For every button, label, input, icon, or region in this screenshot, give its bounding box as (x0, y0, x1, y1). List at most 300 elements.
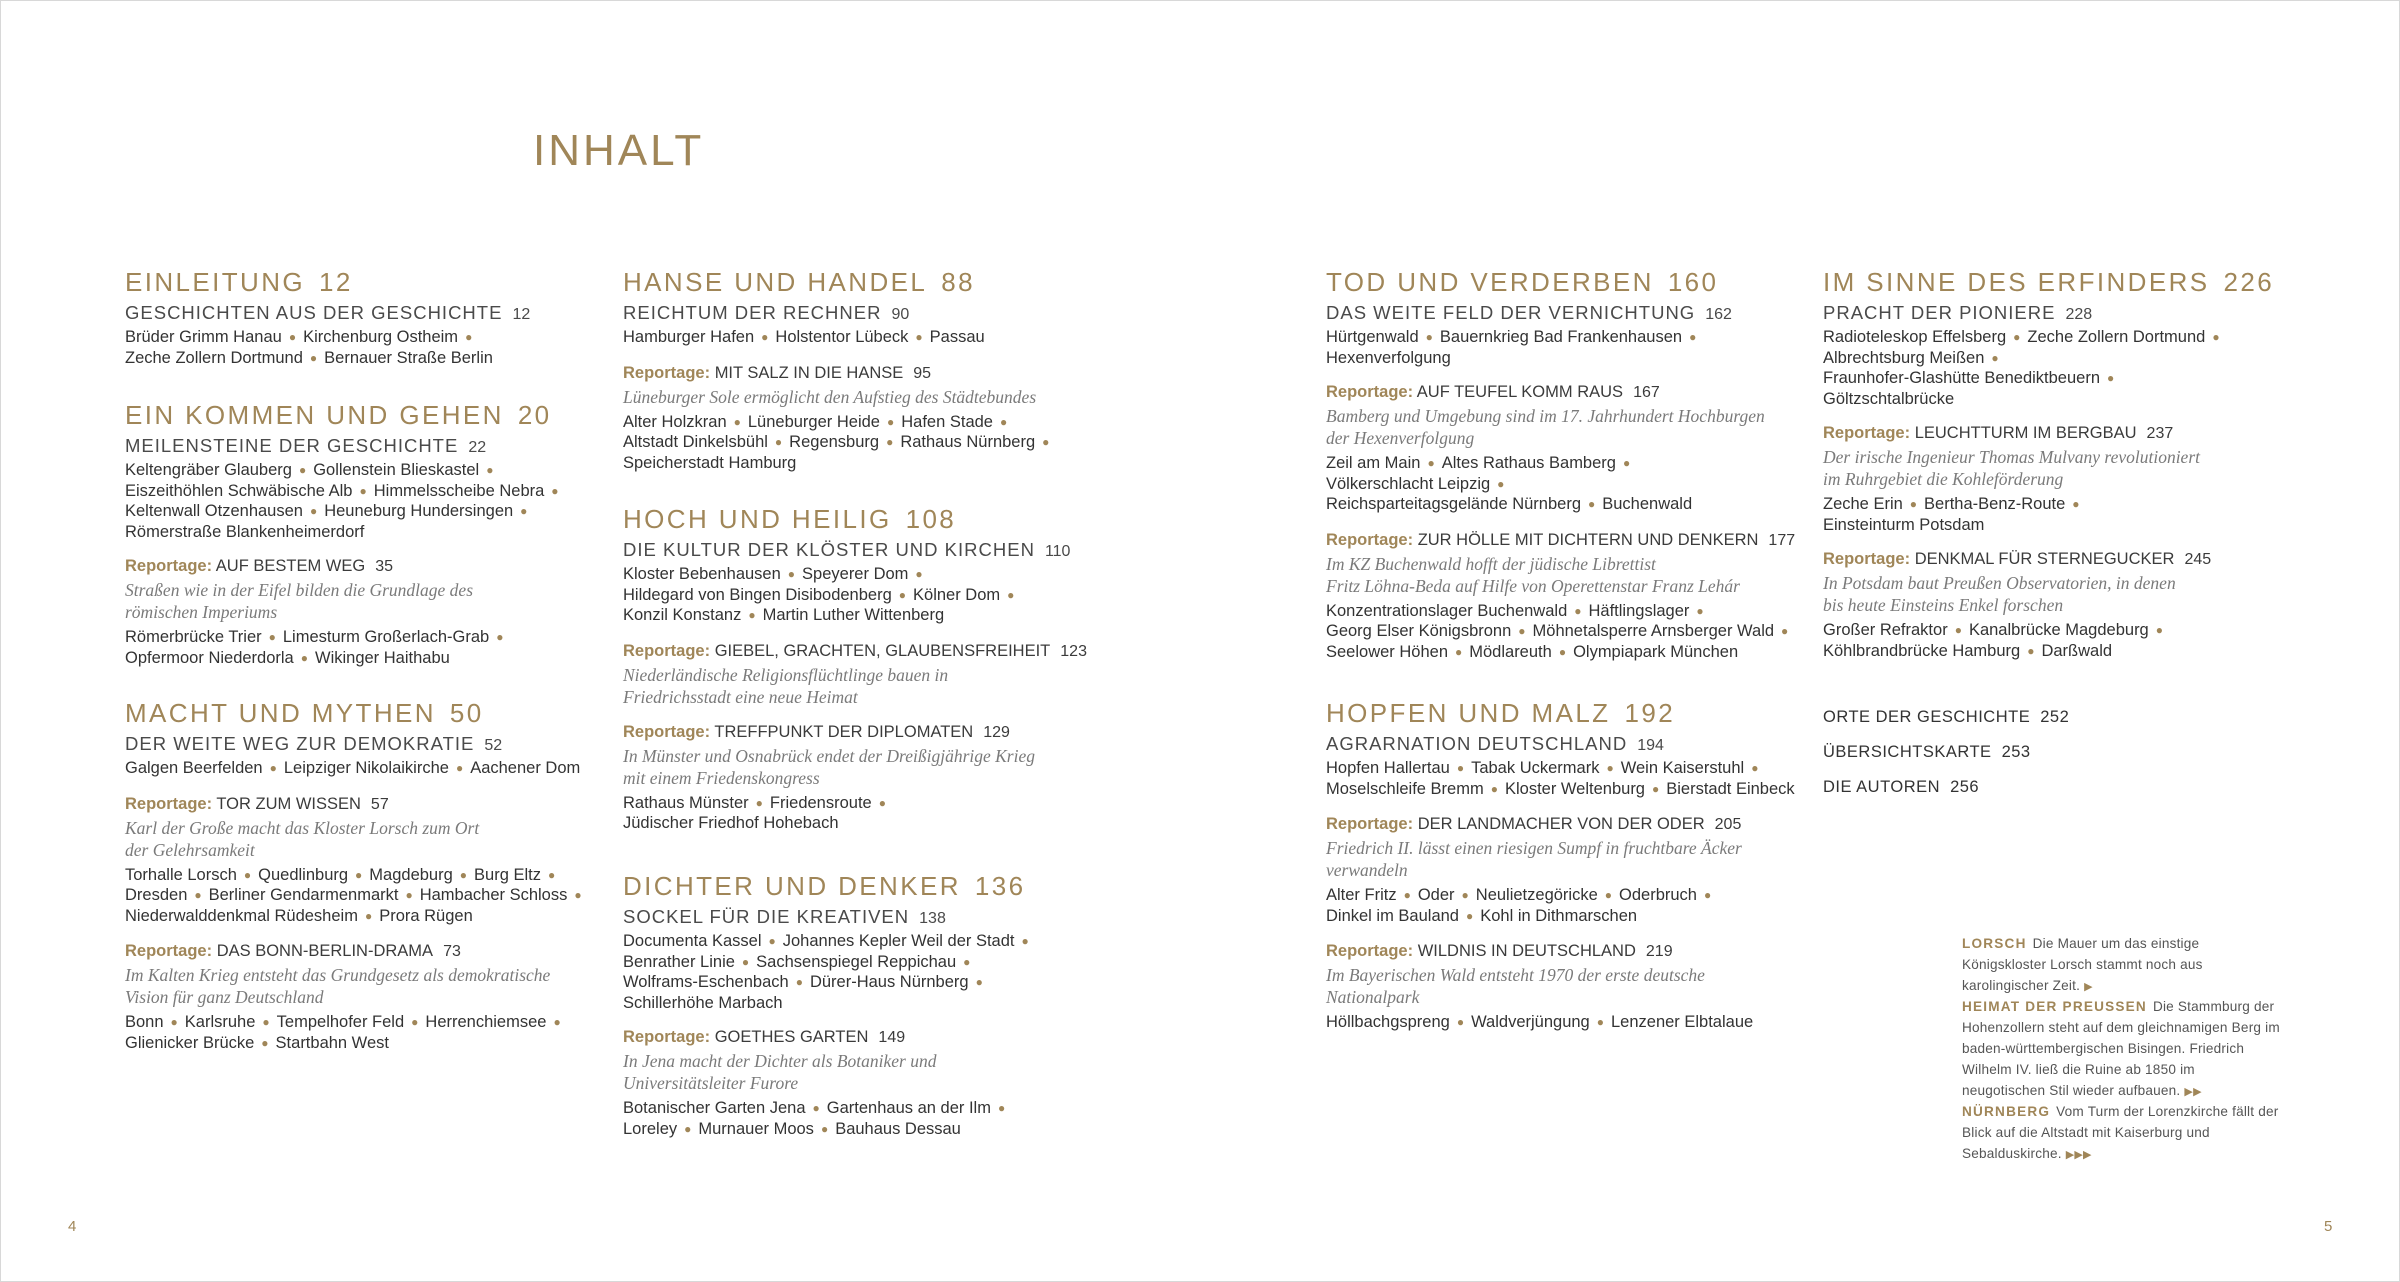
toc-appendix-entry (1823, 743, 2031, 762)
reportage-label: Reportage: (623, 722, 711, 741)
place-name: Startbahn West (275, 1033, 389, 1052)
place-name: Oder (1417, 886, 1455, 904)
reportage-heading (125, 554, 566, 579)
entry-page-number: 57 (370, 795, 389, 813)
bullet-separator: ● (886, 435, 894, 449)
section-page-number: 136 (974, 871, 1026, 901)
places-line (623, 994, 1036, 1014)
section-heading (125, 399, 566, 431)
place-name: Speyerer Dom (802, 565, 909, 583)
teaser-line: In Jena macht der Dichter als Botaniker und (623, 1051, 937, 1071)
reportage-teaser (623, 664, 1087, 708)
places-line (623, 454, 1056, 474)
section-title: HOCH UND HEILIG (623, 504, 892, 534)
places-line (125, 886, 589, 907)
reportage-heading (1326, 939, 1795, 964)
bullet-separator: ● (359, 483, 367, 498)
entry-title: AGRARNATION DEUTSCHLAND (1326, 733, 1628, 754)
entry-title: GOETHES GARTEN (714, 1028, 869, 1046)
caption-heading: NÜRNBERG (1962, 1104, 2051, 1120)
place-name: Zeche Zollern Dortmund (125, 348, 303, 367)
reportage-teaser (1326, 837, 1795, 881)
place-name: Darßwald (2041, 641, 2113, 660)
section-heading (623, 870, 1036, 902)
bullet-separator: ● (1465, 908, 1474, 923)
teaser-line: Nationalpark (1326, 987, 1420, 1007)
entry-title: REICHTUM DER RECHNER (623, 302, 882, 323)
bullet-separator: ● (1991, 350, 1999, 365)
bullet-separator: ● (1490, 781, 1498, 796)
places-line (1326, 643, 1795, 664)
toc-section (1823, 266, 2274, 662)
bullet-separator: ● (1574, 603, 1582, 618)
bullet-separator: ● (1558, 644, 1567, 659)
places-line (623, 814, 1087, 834)
bullet-separator: ● (1954, 623, 1962, 637)
reportage-label: Reportage: (623, 363, 711, 382)
bullet-separator: ● (309, 504, 318, 518)
chapter-entry (623, 904, 1036, 1013)
place-name: Quedlinburg (258, 865, 349, 884)
place-name: Keltenwall Otzenhausen (125, 502, 303, 520)
entry-title: WILDNIS IN DEUTSCHLAND (1417, 942, 1636, 960)
places-line (1326, 759, 1795, 780)
place-name: Regensburg (789, 433, 880, 451)
entry-title: TOR ZUM WISSEN (216, 794, 361, 813)
place-name: Oderbruch (1619, 886, 1697, 904)
chapter-entry (623, 300, 1056, 349)
bullet-separator: ● (1456, 761, 1465, 775)
reportage-entry (623, 720, 1087, 834)
teaser-line: Straßen wie in der Eifel bilden die Grundlage des (125, 580, 474, 600)
section-title: DICHTER UND DENKER (623, 871, 961, 901)
reportage-heading (125, 792, 589, 817)
chapter-heading (125, 731, 589, 759)
places-line (623, 973, 1036, 994)
bullet-separator: ● (2107, 371, 2115, 385)
teaser-line: der Gelehrsamkeit (125, 839, 255, 860)
place-name: Großer Refraktor (1823, 621, 1948, 639)
bullet-separator: ● (486, 463, 494, 477)
reportage-heading (623, 639, 1087, 664)
places-line (1823, 349, 2274, 370)
bullet-separator: ● (1606, 761, 1614, 775)
caption-item (1962, 1102, 2282, 1165)
place-name: Olympiapark München (1573, 642, 1739, 661)
places-line (623, 1099, 1036, 1120)
chapter-entry (623, 537, 1087, 627)
bullet-separator: ● (405, 888, 413, 902)
place-name: Gollenstein Blieskastel (313, 461, 480, 479)
places-line (1823, 516, 2274, 536)
entry-page-number: 237 (2146, 425, 2174, 442)
bullet-separator: ● (774, 435, 783, 449)
chapter-heading (1326, 300, 1795, 328)
entry-page-number: 253 (2001, 743, 2031, 761)
reportage-label: Reportage: (125, 557, 213, 575)
entry-title: DER LANDMACHER VON DER ODER (1417, 815, 1705, 833)
toc-section (125, 266, 530, 369)
section-heading (623, 266, 1056, 298)
places-line (623, 586, 1087, 607)
bullet-separator: ● (411, 1015, 419, 1029)
place-name: Radioteleskop Effelsberg (1823, 328, 2007, 346)
place-name: Kölner Dom (913, 585, 1001, 604)
section-page-number: 226 (2223, 267, 2275, 297)
place-name: Hopfen Hallertau (1326, 759, 1450, 777)
place-name: Höllbachgspreng (1326, 1013, 1450, 1031)
place-name: Einsteinturm Potsdam (1823, 515, 1985, 534)
place-name: Reichsparteitagsgelände Nürnberg (1326, 495, 1581, 513)
entry-page-number: 110 (1044, 543, 1071, 560)
reportage-entry (125, 792, 589, 928)
entry-title: ZUR HÖLLE MIT DICHTERN UND DENKERN (1417, 530, 1759, 549)
bullet-separator: ● (300, 650, 308, 665)
section-heading (1326, 266, 1795, 298)
place-name: Rathaus Nürnberg (900, 433, 1036, 451)
place-name: Documenta Kassel (623, 932, 762, 950)
reportage-heading (1823, 547, 2274, 572)
bullet-separator: ● (520, 504, 528, 518)
place-name: Konzentrationslager Buchenwald (1326, 601, 1568, 620)
places-line (1823, 390, 2274, 410)
entry-title: ÜBERSICHTSKARTE (1823, 743, 1992, 761)
teaser-line: Universitätsleiter Furore (623, 1073, 799, 1093)
reportage-entry (125, 939, 589, 1054)
place-name: Mödlareuth (1469, 642, 1552, 661)
place-name: Bonn (125, 1013, 164, 1031)
place-name: Galgen Beerfelden (125, 759, 263, 777)
place-name: Kirchenburg Ostheim (303, 328, 459, 346)
reportage-label: Reportage: (1326, 815, 1414, 833)
place-name: Rathaus Münster (623, 793, 749, 812)
reportage-label: Reportage: (1326, 383, 1414, 401)
bullet-separator: ● (787, 567, 796, 581)
place-name: Keltengräber Glauberg (125, 461, 292, 479)
entry-page-number: 22 (468, 439, 487, 456)
places-line (125, 907, 589, 928)
chapter-entry (1326, 300, 1795, 368)
place-name: Murnauer Moos (698, 1119, 814, 1138)
bullet-separator: ● (1652, 781, 1660, 796)
bullet-separator: ● (465, 330, 473, 344)
bullet-separator: ● (1403, 888, 1411, 902)
reportage-label: Reportage: (623, 1028, 711, 1046)
teaser-line: mit einem Friedenskongress (623, 767, 820, 788)
teaser-line: bis heute Einsteins Enkel forschen (1823, 595, 2064, 615)
toc-section (1326, 266, 1795, 663)
bullet-separator: ● (748, 608, 756, 622)
entry-title: AUF TEUFEL KOMM RAUS (1416, 383, 1624, 401)
chapter-entry (125, 731, 589, 780)
bullet-separator: ● (886, 414, 895, 429)
place-name: Zeil am Main (1326, 454, 1421, 472)
place-name: Johannes Kepler Weil der Stadt (782, 932, 1015, 950)
place-name: Gartenhaus an der Ilm (826, 1099, 991, 1117)
section-title: IM SINNE DES ERFINDERS (1823, 267, 2210, 297)
teaser-line: Im Kalten Krieg entsteht das Grundgesetz als demokratische (125, 965, 551, 985)
bullet-separator: ● (812, 1101, 820, 1115)
bullet-separator: ● (288, 330, 297, 344)
bullet-separator: ● (1588, 497, 1596, 511)
place-name: Bertha-Benz-Route (1924, 495, 2066, 513)
place-name: Hafen Stade (901, 412, 993, 431)
entry-title: DIE AUTOREN (1823, 778, 1941, 796)
bullet-separator: ● (2072, 497, 2080, 511)
place-name: Dinkel im Bauland (1326, 906, 1459, 925)
place-name: Römerstraße Blankenheimerdorf (125, 522, 365, 541)
entry-page-number: 256 (1950, 778, 1980, 796)
bullet-separator: ● (915, 567, 923, 581)
entry-title: DER WEITE WEG ZUR DEMOKRATIE (125, 733, 475, 754)
teaser-line: der Hexenverfolgung (1326, 428, 1475, 448)
reportage-entry (1326, 939, 1795, 1034)
section-heading (1823, 266, 2274, 298)
bullet-separator: ● (170, 1015, 178, 1029)
teaser-line: Im KZ Buchenwald hofft der jüdische Librettist (1326, 553, 1656, 574)
bullet-separator: ● (262, 1015, 270, 1029)
bullet-separator: ● (2155, 623, 2163, 637)
bullet-separator: ● (1007, 587, 1015, 602)
entry-page-number: 73 (443, 943, 461, 960)
bullet-separator: ● (1456, 1015, 1465, 1029)
places-line (1326, 886, 1795, 907)
places-line (1326, 495, 1795, 516)
bullet-separator: ● (268, 630, 276, 644)
bullet-separator: ● (999, 414, 1008, 429)
caption-heading: HEIMAT DER PREUSSEN (1962, 999, 2147, 1015)
bullet-separator: ● (1461, 888, 1469, 902)
bullet-separator: ● (1604, 888, 1613, 902)
place-name: Buchenwald (1602, 495, 1693, 513)
toc-section (623, 870, 1036, 1140)
reportage-entry (1823, 421, 2274, 535)
place-name: Dürer-Haus Nürnberg (809, 973, 969, 991)
page-number-right: 5 (2324, 1218, 2333, 1235)
place-name: Passau (929, 328, 985, 346)
bullet-separator: ● (733, 414, 741, 429)
places-line (125, 523, 566, 543)
reportage-heading (623, 361, 1056, 386)
teaser-line: Karl der Große macht das Kloster Lorsch zum Ort (125, 817, 480, 838)
reportage-teaser (623, 1050, 1036, 1094)
bullet-separator: ● (364, 908, 373, 923)
reportage-heading (125, 939, 589, 964)
place-name: Alter Fritz (1326, 886, 1397, 904)
bullet-separator: ● (878, 795, 886, 810)
chapter-heading (623, 904, 1036, 932)
section-title: HOPFEN UND MALZ (1326, 698, 1611, 728)
entry-page-number: 219 (1645, 943, 1673, 960)
place-name: Moselschleife Bremm (1326, 779, 1484, 798)
place-name: Kloster Weltenburg (1504, 779, 1645, 798)
place-name: Römerbrücke Trier (125, 628, 262, 646)
entry-page-number: 205 (1714, 816, 1742, 833)
places-line (1326, 475, 1795, 496)
reportage-teaser (1326, 964, 1795, 1008)
caption-text: Die Mauer um das einstige Königskloster Lorsch stammt noch aus karolingischer Zeit. (1962, 936, 2203, 993)
page-title: INHALT (533, 126, 705, 175)
entry-title: DAS WEITE FELD DER VERNICHTUNG (1326, 302, 1696, 323)
place-name: Hürtgenwald (1326, 328, 1419, 346)
bullet-separator: ● (496, 630, 504, 644)
entry-page-number: 162 (1705, 306, 1732, 323)
teaser-line: römischen Imperiums (125, 602, 278, 622)
reportage-entry (125, 554, 566, 669)
places-line (125, 502, 566, 523)
reportage-teaser (1823, 572, 2274, 616)
place-name: Fraunhofer-Glashütte Benediktbeuern (1823, 369, 2101, 387)
places-line (623, 953, 1036, 974)
teaser-line: Vision für ganz Deutschland (125, 987, 324, 1007)
bullet-separator: ● (2212, 330, 2220, 344)
teaser-line: Der irische Ingenieur Thomas Mulvany revolutioniert (1823, 447, 2200, 467)
place-name: Alter Holzkran (623, 412, 727, 431)
entry-title: DIE KULTUR DER KLÖSTER UND KIRCHEN (623, 539, 1035, 560)
place-name: Niederwalddenkmal Rüdesheim (125, 906, 358, 925)
place-name: Himmelsscheibe Nebra (373, 481, 545, 500)
entry-page-number: 194 (1637, 737, 1664, 754)
place-name: Botanischer Garten Jena (623, 1099, 806, 1117)
place-name: Limesturm Großerlach-Grab (282, 628, 490, 646)
places-line (1823, 621, 2274, 642)
place-name: Dresden (125, 886, 188, 904)
entry-page-number: 252 (2040, 708, 2070, 726)
place-name: Karlsruhe (184, 1013, 256, 1031)
places-line (1326, 622, 1795, 643)
entry-page-number: 177 (1768, 531, 1796, 549)
place-name: Hamburger Hafen (623, 328, 755, 346)
place-name: Bauhaus Dessau (835, 1119, 961, 1138)
place-name: Tempelhofer Feld (276, 1013, 405, 1031)
places-line (623, 606, 1087, 627)
place-name: Brüder Grimm Hanau (125, 328, 282, 346)
places-line (623, 1120, 1036, 1141)
place-name: Prora Rügen (379, 906, 473, 925)
section-title: TOD UND VERDERBEN (1326, 267, 1654, 297)
entry-page-number: 95 (913, 364, 932, 382)
bullet-separator: ● (553, 1015, 561, 1029)
place-name: Zeche Erin (1823, 495, 1903, 513)
entry-page-number: 129 (983, 723, 1010, 741)
caption-item (1962, 934, 2282, 997)
entry-page-number: 123 (1060, 642, 1087, 660)
chapter-heading (623, 300, 1056, 328)
reportage-teaser (623, 386, 1056, 408)
place-name: Völkerschlacht Leipzig (1326, 474, 1491, 493)
chapter-heading (623, 537, 1087, 565)
bullet-separator: ● (455, 761, 464, 775)
place-name: Speicherstadt Hamburg (623, 453, 797, 472)
reportage-heading (1823, 421, 2274, 446)
chapter-heading (125, 433, 566, 461)
teaser-line: Fritz Löhna-Beda auf Hilfe von Operettenstar Franz Lehár (1326, 575, 1740, 596)
teaser-line: Friedrichsstadt eine neue Heimat (623, 686, 858, 707)
places-line (1823, 328, 2274, 349)
place-name: Martin Luther Wittenberg (762, 606, 945, 624)
places-line (125, 649, 566, 670)
bullet-separator: ● (1751, 761, 1759, 775)
place-name: Opfermoor Niederdorla (125, 648, 294, 667)
bullet-separator: ● (547, 867, 556, 882)
bullet-separator: ● (1497, 476, 1505, 491)
places-line (1326, 602, 1795, 623)
caption-heading: LORSCH (1962, 936, 2027, 951)
bullet-separator: ● (269, 761, 277, 775)
places-line (623, 565, 1087, 586)
place-name: Friedensroute (769, 793, 872, 812)
caption-text: Die Stammburg der Hohenzollern steht auf dem gleichnamigen Berg im baden-württembergischen Bisingen. Friedrich Wilhelm IV. ließ die Ruine ab 1850 im neugotischen Stil wieder aufbauen. (1962, 999, 2280, 1098)
chapter-entry (125, 433, 566, 542)
places-line (125, 759, 589, 780)
reportage-label: Reportage: (1823, 550, 1911, 568)
place-name: Köhlbrandbrücke Hamburg (1823, 641, 2021, 660)
place-name: Loreley (623, 1119, 678, 1138)
bullet-separator: ● (194, 888, 202, 902)
bullet-separator: ● (574, 888, 582, 902)
entry-page-number: 228 (2065, 306, 2093, 323)
bullet-separator: ● (1689, 330, 1697, 344)
bullet-separator: ● (355, 867, 363, 882)
entry-page-number: 90 (891, 306, 910, 323)
bullet-separator: ● (1696, 603, 1704, 618)
entry-page-number: 12 (512, 306, 531, 323)
place-name: Herrenchiemsee (425, 1013, 547, 1031)
place-name: Benrather Linie (623, 952, 735, 971)
triangle-arrow-icon: ▶▶ (2184, 1085, 2202, 1098)
place-name: Holstentor Lübeck (775, 328, 909, 346)
chapter-heading (1823, 300, 2274, 328)
section-page-number: 192 (1624, 698, 1676, 728)
place-name: Sachsenspiegel Reppichau (756, 952, 957, 971)
reportage-teaser (125, 579, 566, 623)
entry-title: GIEBEL, GRACHTEN, GLAUBENSFREIHEIT (714, 641, 1051, 660)
bullet-separator: ● (1042, 435, 1050, 449)
place-name: Altstadt Dinkelsbühl (623, 433, 768, 451)
photo-caption (1962, 934, 2282, 1166)
section-title: EINLEITUNG (125, 267, 306, 297)
place-name: Waldverjüngung (1471, 1013, 1590, 1031)
places-line (125, 1013, 589, 1034)
section-heading (125, 266, 530, 298)
reportage-label: Reportage: (1326, 942, 1414, 960)
toc-section (623, 266, 1056, 473)
triangle-arrow-icon: ▶ (2084, 980, 2093, 993)
section-title: HANSE UND HANDEL (623, 267, 928, 297)
reportage-entry (1326, 380, 1795, 516)
reportage-teaser (125, 817, 589, 861)
entry-title: PRACHT DER PIONIERE (1823, 302, 2056, 323)
place-name: Wolframs-Eschenbach (623, 973, 789, 991)
place-name: Häftlingslager (1588, 601, 1690, 620)
section-page-number: 12 (319, 267, 353, 297)
entry-title: GESCHICHTEN AUS DER GESCHICHTE (125, 302, 503, 323)
bullet-separator: ● (1909, 497, 1918, 511)
chapter-entry (1326, 731, 1795, 800)
places-line (125, 482, 566, 503)
section-heading (125, 697, 589, 729)
places-line (1326, 349, 1795, 369)
teaser-line: Niederländische Religionsflüchtlinge bauen in (623, 664, 949, 685)
places-line (623, 328, 1056, 349)
teaser-line: Bamberg und Umgebung sind im 17. Jahrhundert Hochburgen (1326, 406, 1765, 426)
place-name: Hexenverfolgung (1326, 348, 1451, 367)
place-name: Tabak Uckermark (1471, 759, 1600, 777)
reportage-label: Reportage: (623, 641, 711, 660)
place-name: Bauernkrieg Bad Frankenhausen (1439, 328, 1683, 346)
entry-page-number: 138 (919, 910, 946, 927)
place-name: Kloster Bebenhausen (623, 565, 781, 583)
